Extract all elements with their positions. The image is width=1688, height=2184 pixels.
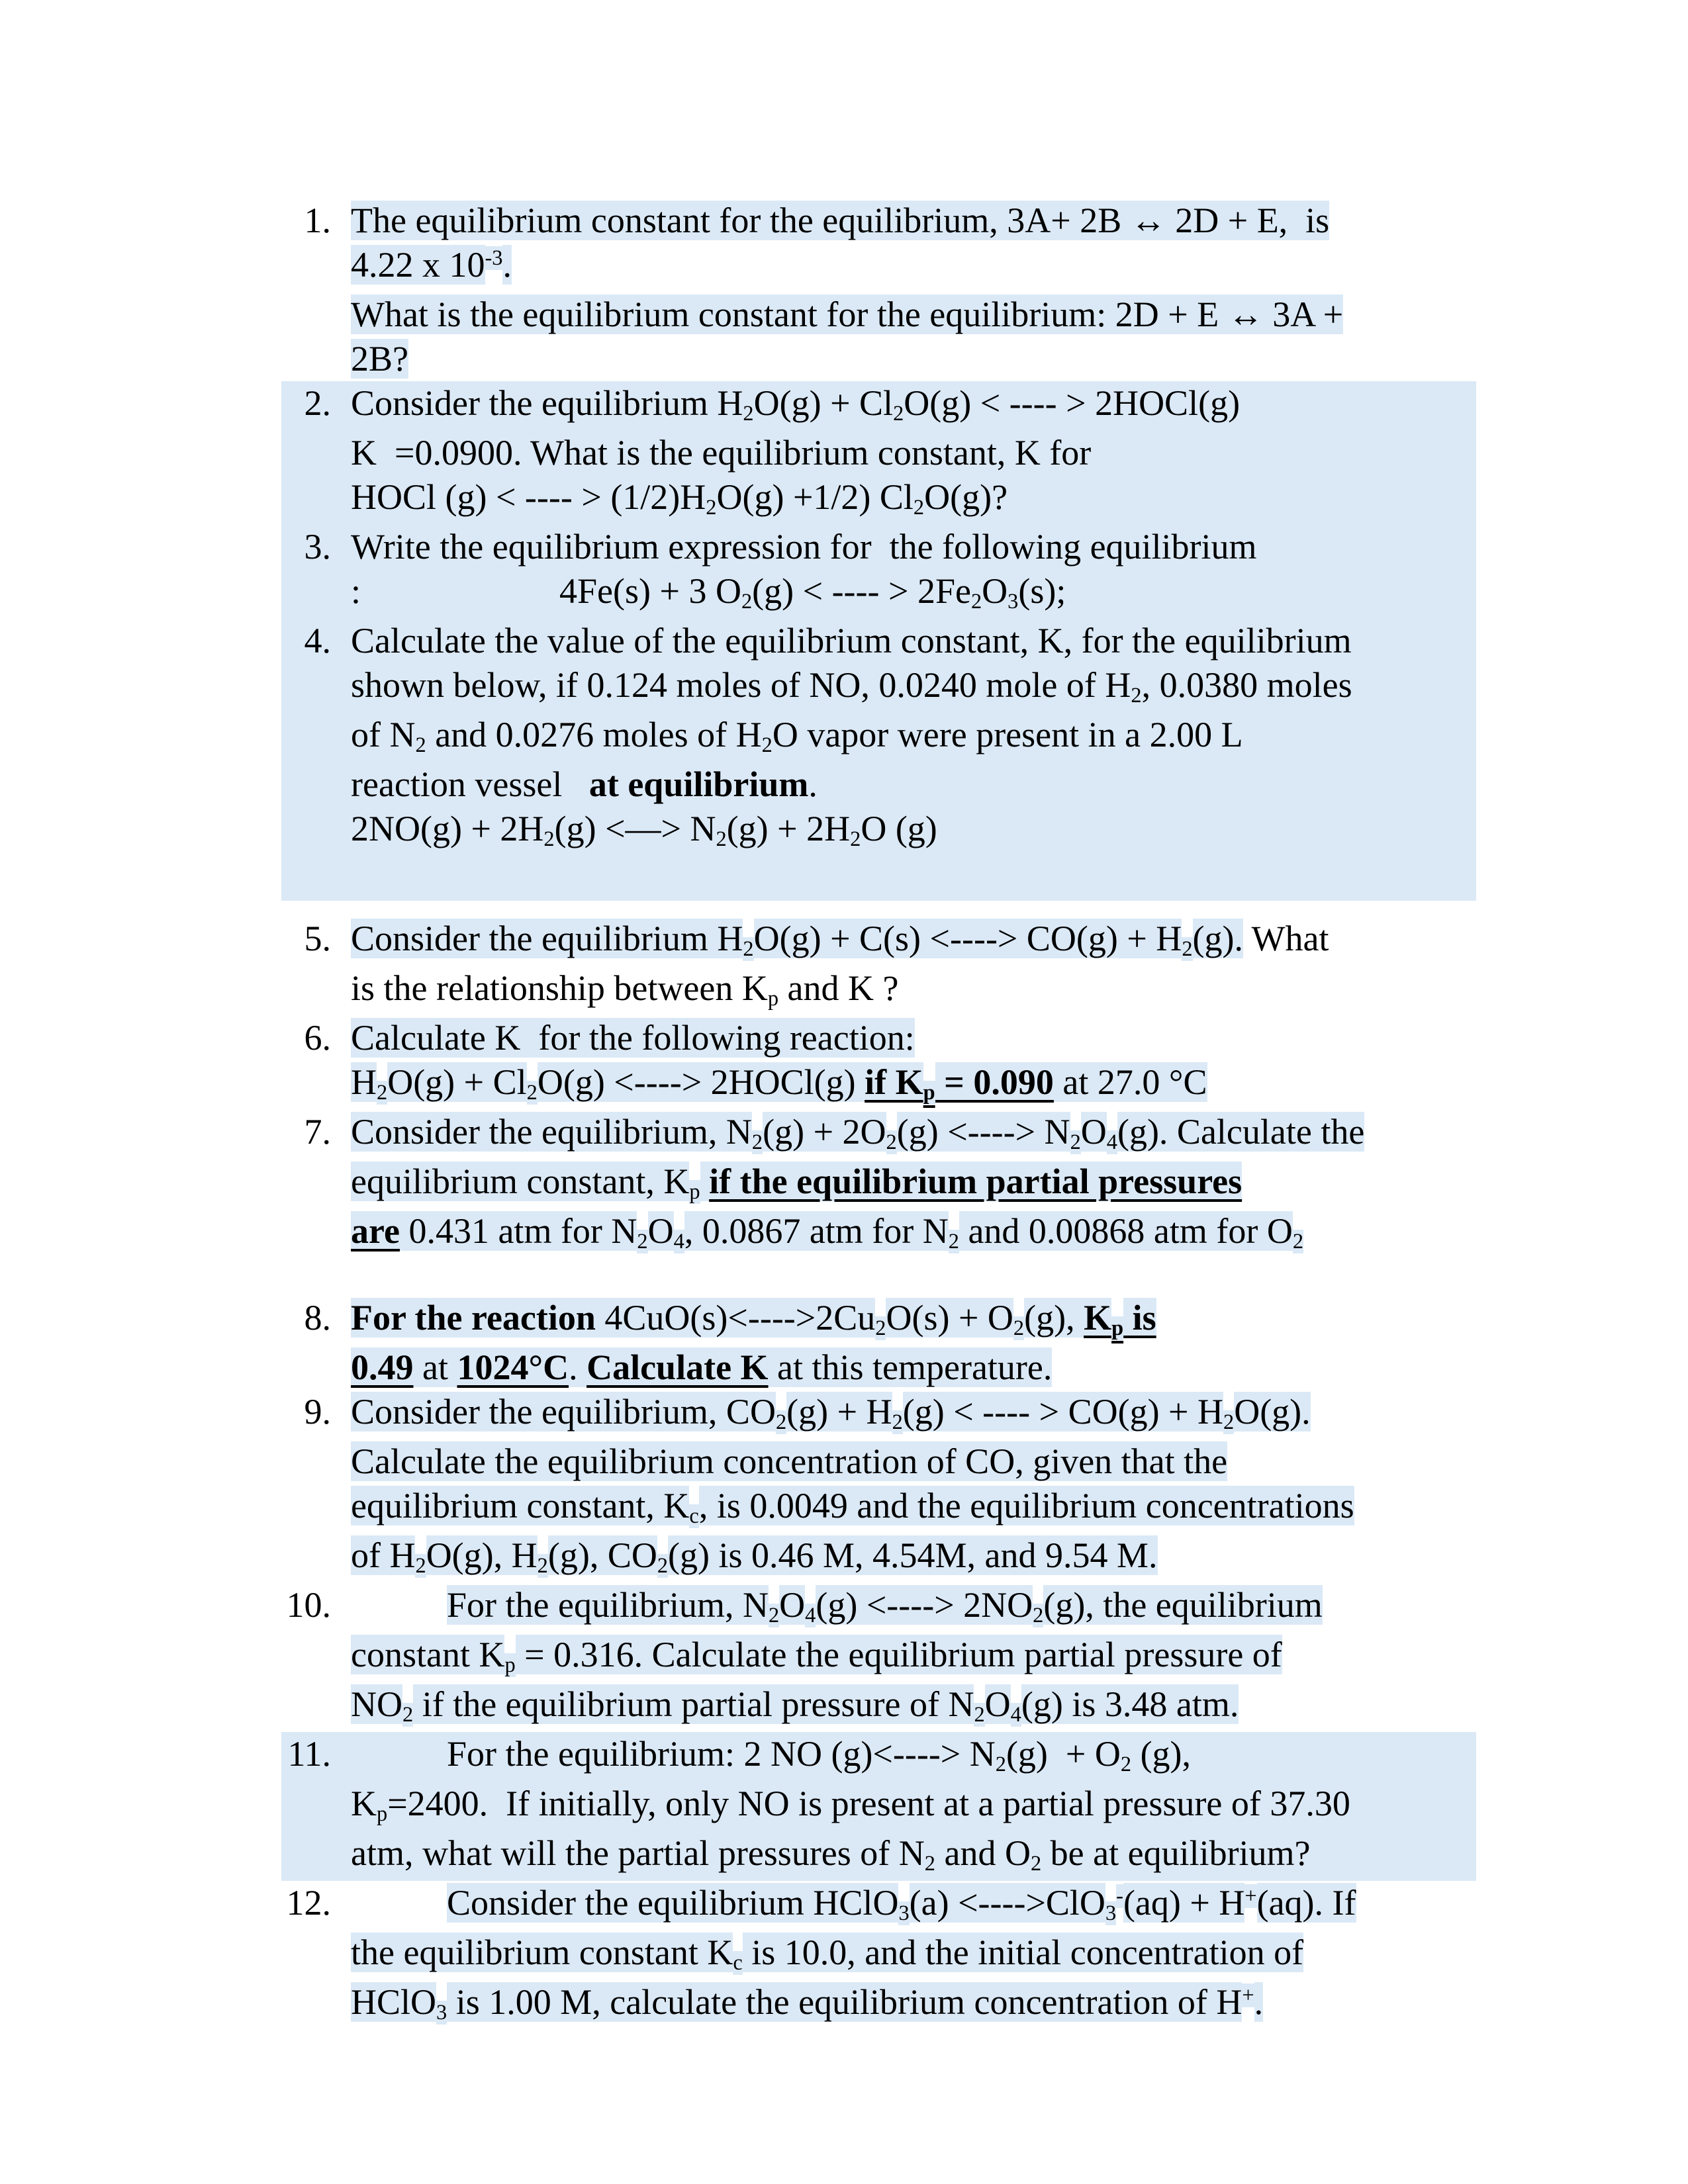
- problem-item-6: [281, 1016, 1476, 1110]
- text-run: What: [1243, 919, 1329, 958]
- text-run: (g).: [1192, 919, 1243, 958]
- text-run: (g),: [1131, 1734, 1192, 1774]
- text-run: (g) is 0.46 M, 4.54M, and 9.54 M.: [668, 1535, 1158, 1575]
- text-line: [351, 1881, 1476, 1931]
- item-number: 10.: [286, 1585, 331, 1625]
- text-run: if K: [865, 1062, 923, 1102]
- text-line: [351, 1209, 1476, 1259]
- text-run: (g), CO: [547, 1535, 657, 1575]
- text-run: Consider the equilibrium, CO: [351, 1392, 776, 1432]
- text-line: [351, 337, 1476, 381]
- text-run: is: [1123, 1298, 1156, 1338]
- text-line: [351, 1060, 1476, 1110]
- text-run: at equilibrium: [588, 764, 809, 804]
- text-line: [351, 966, 1476, 1016]
- text-run: 2: [1182, 937, 1193, 962]
- item-content: [351, 199, 1476, 381]
- item-content: [351, 1881, 1476, 2030]
- text-run: K: [1084, 1298, 1112, 1338]
- text-run: 2: [768, 1604, 780, 1628]
- text-run: The equilibrium constant for the equilibrium, 3A+ 2B ↔ 2D + E, is: [351, 201, 1330, 240]
- text-run: 2: [1030, 1852, 1042, 1876]
- text-run: (g). Calculate the: [1117, 1112, 1365, 1152]
- text-run: +: [1244, 1884, 1257, 1909]
- text-run: 2: [741, 590, 753, 614]
- text-run: HOCl (g) < ---- > (1/2)H: [351, 477, 706, 517]
- item-number: 6.: [304, 1018, 331, 1058]
- text-run: 2: [743, 402, 754, 426]
- text-line: [351, 807, 1476, 856]
- text-run: 2: [743, 937, 754, 962]
- text-run: 2: [974, 1703, 985, 1727]
- text-run: 2: [402, 1703, 414, 1727]
- text-run: p: [923, 1081, 935, 1105]
- item-content: [351, 1110, 1476, 1259]
- text-line: [351, 1016, 1476, 1060]
- text-run: (g) + O: [1006, 1734, 1121, 1774]
- item-content: [351, 1390, 1476, 1583]
- text-run: p: [689, 1180, 700, 1205]
- text-run: O: [982, 571, 1008, 611]
- text-run: equilibrium constant, K: [351, 1486, 690, 1525]
- text-run: .: [569, 1347, 587, 1387]
- text-line: [351, 856, 1476, 901]
- text-run: is 1.00 M, calculate the equilibrium concentration of H: [447, 1982, 1243, 2022]
- text-run: .: [1254, 1982, 1264, 2022]
- text-run: (g) + 2H: [726, 809, 851, 848]
- text-run: 4CuO(s)<---->2Cu: [595, 1298, 876, 1338]
- text-run: at: [413, 1347, 457, 1387]
- text-run: 4: [1010, 1703, 1021, 1727]
- text-run: p: [767, 987, 779, 1011]
- text-run: Write the equilibrium expression for the following equilibrium: [351, 527, 1257, 567]
- text-run: 2: [875, 1316, 886, 1341]
- text-run: Consider the equilibrium, N: [351, 1112, 752, 1152]
- text-run: O(g) + Cl: [753, 383, 894, 423]
- text-run: 2: [761, 733, 773, 758]
- text-run: = 0.090: [935, 1062, 1054, 1102]
- text-run: 2: [657, 1554, 669, 1578]
- text-run: 2: [893, 402, 904, 426]
- item-content: [351, 381, 1476, 525]
- text-run: p: [377, 1802, 388, 1827]
- text-run: (g),: [1024, 1298, 1084, 1338]
- text-run: = 0.316. Calculate the equilibrium partial pressure of: [515, 1635, 1282, 1674]
- text-line: [351, 619, 1476, 663]
- text-run: Calculate K for the following reaction:: [351, 1018, 915, 1058]
- text-line: [351, 1980, 1476, 2030]
- item-content: [351, 1296, 1476, 1390]
- item-content: [351, 1732, 1476, 1881]
- text-run: c: [689, 1504, 699, 1529]
- text-run: =2400. If initially, only NO is present at a partial pressure of 37.30: [387, 1784, 1350, 1823]
- text-run: O vapor were present in a 2.00 L: [772, 715, 1243, 754]
- text-run: 0.49: [351, 1347, 414, 1387]
- text-run: Consider the equilibrium HClO: [447, 1883, 899, 1923]
- text-run: constant K: [351, 1635, 505, 1674]
- tab-spacer: [351, 1765, 447, 1766]
- item-content: [351, 1016, 1476, 1110]
- text-run: O(g) < ---- > 2HOCl(g): [904, 383, 1241, 423]
- text-run: 3: [1008, 590, 1019, 614]
- text-run: of H: [351, 1535, 416, 1575]
- text-run: 4.22 x 10: [351, 245, 485, 285]
- text-run: For the equilibrium, N: [447, 1585, 769, 1625]
- text-line: [351, 1782, 1476, 1831]
- text-run: of N: [351, 715, 416, 754]
- tab-spacer: [351, 1914, 447, 1915]
- text-run: O: [647, 1211, 674, 1251]
- text-run: 1024°C: [457, 1347, 569, 1387]
- text-run: 2: [970, 590, 982, 614]
- text-run: 2: [1013, 1316, 1025, 1341]
- text-run: (g) < ---- > CO(g) + H: [902, 1392, 1223, 1432]
- text-run: O(g) +1/2) Cl: [716, 477, 914, 517]
- text-line: [351, 525, 1476, 569]
- text-run: (s);: [1018, 571, 1066, 611]
- text-run: 4: [805, 1604, 816, 1628]
- text-run: 2: [1223, 1410, 1235, 1435]
- spacer: [281, 901, 1476, 917]
- text-run: 2: [913, 496, 925, 520]
- text-run: 2: [948, 1230, 959, 1254]
- text-run: 4Fe(s) + 3 O: [559, 571, 741, 611]
- text-run: 4: [1106, 1130, 1117, 1155]
- text-run: NO: [351, 1684, 402, 1724]
- item-number: 7.: [304, 1112, 331, 1152]
- text-run: 2: [526, 1081, 538, 1105]
- text-run: 2: [751, 1130, 763, 1155]
- problem-item-3: [281, 525, 1476, 619]
- text-run: and K ?: [778, 968, 899, 1008]
- item-content: [351, 525, 1476, 619]
- text-run: 3: [898, 1901, 910, 1926]
- text-run: 2: [415, 1554, 426, 1578]
- text-run: 2: [637, 1230, 648, 1254]
- text-run: Calculate the value of the equilibrium constant, K, for the equilibrium: [351, 621, 1352, 660]
- text-line: [351, 199, 1476, 243]
- text-run: 2: [543, 827, 555, 852]
- text-line: [351, 381, 1476, 431]
- text-run: (g) < ---- > 2Fe: [752, 571, 971, 611]
- text-run: (g) <----> 2NO: [816, 1585, 1033, 1625]
- text-run: p: [1111, 1316, 1124, 1341]
- text-run: c: [733, 1951, 743, 1976]
- text-run: O(g), H: [426, 1535, 538, 1575]
- text-run: For the reaction: [351, 1298, 596, 1338]
- text-line: [351, 293, 1476, 337]
- text-run: , 0.0380 moles: [1141, 665, 1352, 705]
- text-run: Calculate K: [586, 1347, 769, 1387]
- text-line: [351, 713, 1476, 762]
- item-number: 5.: [304, 919, 331, 958]
- item-number: 3.: [304, 527, 331, 567]
- text-run: 4: [673, 1230, 684, 1254]
- text-run: 2: [716, 827, 727, 852]
- text-run: if the equilibrium partial pressures: [709, 1161, 1243, 1201]
- text-run: O(g) + C(s) <----> CO(g) + H: [753, 919, 1182, 958]
- text-run: .: [808, 764, 818, 804]
- text-run: (g) is 3.48 atm.: [1021, 1684, 1239, 1724]
- text-run: (g) + 2O: [763, 1112, 886, 1152]
- problem-item-9: [281, 1390, 1476, 1583]
- text-run: O: [984, 1684, 1011, 1724]
- text-run: K: [351, 1784, 377, 1823]
- text-run: O(g) <----> 2HOCl(g): [537, 1062, 865, 1102]
- text-line: [351, 1110, 1476, 1160]
- text-run: (g), the equilibrium: [1043, 1585, 1323, 1625]
- text-run: Calculate the equilibrium concentration of CO, given that the: [351, 1441, 1228, 1481]
- item-number: 9.: [304, 1392, 331, 1432]
- problem-item-12: [281, 1881, 1476, 2030]
- text-line: [351, 917, 1476, 966]
- text-line: [351, 569, 1476, 619]
- text-run: 2: [924, 1852, 935, 1876]
- text-run: For the equilibrium: 2 NO (g)<----> N: [447, 1734, 996, 1774]
- text-line: [351, 1439, 1476, 1484]
- text-run: and O: [935, 1833, 1031, 1873]
- problem-item-10: [281, 1583, 1476, 1732]
- tab-spacer: [361, 602, 559, 603]
- text-run: if the equilibrium partial pressure of N: [413, 1684, 974, 1724]
- text-run: (aq) + H: [1123, 1883, 1245, 1923]
- text-run: 2: [1070, 1130, 1081, 1155]
- text-run: O: [779, 1585, 806, 1625]
- text-run: reaction vessel: [351, 764, 589, 804]
- text-run: 2NO(g) + 2H: [351, 809, 544, 848]
- text-line: [351, 663, 1476, 713]
- text-run: 2: [537, 1554, 548, 1578]
- tab-spacer: [351, 1616, 447, 1617]
- text-run: be at equilibrium?: [1041, 1833, 1311, 1873]
- text-run: 3: [436, 2001, 447, 2025]
- problem-item-11: [281, 1732, 1476, 1881]
- problem-item-8: [281, 1296, 1476, 1390]
- text-run: O(g)?: [924, 477, 1008, 517]
- text-run: 3: [1105, 1901, 1117, 1926]
- text-run: Consider the equilibrium H: [351, 919, 743, 958]
- text-run: 2: [1131, 684, 1142, 708]
- text-run: equilibrium constant, K: [351, 1161, 690, 1201]
- text-run: 2: [775, 1410, 787, 1435]
- text-run: +: [1242, 1983, 1254, 2008]
- text-run: 2: [886, 1130, 897, 1155]
- text-line: [351, 1831, 1476, 1881]
- text-line: [351, 243, 1476, 293]
- text-run: H: [351, 1062, 377, 1102]
- text-run: -3: [485, 246, 503, 271]
- text-run: Consider the equilibrium H: [351, 383, 743, 423]
- text-run: O: [1080, 1112, 1107, 1152]
- text-run: O (g): [861, 809, 937, 848]
- text-run: 2: [1033, 1604, 1044, 1628]
- text-run: , 0.0867 atm for N: [684, 1211, 949, 1251]
- text-line: [351, 475, 1476, 525]
- text-run: (a) <---->ClO: [909, 1883, 1105, 1923]
- text-run: (g) + H: [786, 1392, 892, 1432]
- text-run: .: [502, 245, 512, 285]
- text-line: [351, 762, 1476, 807]
- text-line: [351, 1633, 1476, 1682]
- text-run: at 27.0 °C: [1053, 1062, 1207, 1102]
- item-number: 1.: [304, 201, 331, 240]
- text-run: 2: [1292, 1230, 1304, 1254]
- item-number: 8.: [304, 1298, 331, 1338]
- text-run: 2: [706, 496, 717, 520]
- text-run: and 0.00868 atm for O: [959, 1211, 1293, 1251]
- problem-item-2: [281, 381, 1476, 525]
- text-run: 0.431 atm for N: [399, 1211, 637, 1251]
- text-run: K =0.0900. What is the equilibrium constant, K for: [351, 433, 1092, 473]
- text-run: O(s) + O: [886, 1298, 1013, 1338]
- text-run: O(g).: [1234, 1392, 1311, 1432]
- text-run: 2: [892, 1410, 903, 1435]
- text-run: (g) <----> N: [896, 1112, 1070, 1152]
- problems-list: [281, 199, 1476, 2030]
- text-line: [351, 431, 1476, 475]
- text-line: [351, 1160, 1476, 1209]
- text-run: the equilibrium constant K: [351, 1933, 733, 1972]
- text-run: 2: [850, 827, 861, 852]
- text-run: are: [351, 1211, 400, 1251]
- item-number: 4.: [304, 621, 331, 660]
- text-line: [351, 1931, 1476, 1980]
- text-run: at this temperature.: [768, 1347, 1053, 1387]
- text-run: 2: [995, 1752, 1006, 1777]
- text-line: [351, 1345, 1476, 1390]
- text-run: and 0.0276 moles of H: [426, 715, 762, 754]
- text-line: [351, 1296, 1476, 1345]
- problem-item-1: [281, 199, 1476, 381]
- item-number: 11.: [287, 1734, 331, 1774]
- problem-item-7: [281, 1110, 1476, 1259]
- text-run: is 10.0, and the initial concentration of: [742, 1933, 1304, 1972]
- text-run: 2: [415, 733, 426, 758]
- text-run: atm, what will the partial pressures of N: [351, 1833, 925, 1873]
- problem-item-4: [281, 619, 1476, 901]
- item-content: [351, 619, 1476, 901]
- text-run: 2: [377, 1081, 388, 1105]
- text-run: p: [504, 1653, 516, 1678]
- text-line: [351, 1732, 1476, 1782]
- item-number: 12.: [286, 1883, 331, 1923]
- item-content: [351, 917, 1476, 1016]
- spacer: [281, 1259, 1476, 1296]
- text-run: 2B?: [351, 339, 408, 379]
- text-run: O(g) + Cl: [387, 1062, 527, 1102]
- problem-item-5: [281, 917, 1476, 1016]
- text-run: shown below, if 0.124 moles of NO, 0.0240 mole of H: [351, 665, 1131, 705]
- item-content: [351, 1583, 1476, 1732]
- text-line: [351, 1533, 1476, 1583]
- text-run: HClO: [351, 1982, 437, 2022]
- text-run: , is 0.0049 and the equilibrium concentrations: [698, 1486, 1354, 1525]
- text-run: :: [351, 571, 361, 611]
- text-run: (aq). If: [1256, 1883, 1356, 1923]
- item-number: 2.: [304, 383, 331, 423]
- text-run: [700, 1161, 710, 1201]
- text-run: What is the equilibrium constant for the equilibrium: 2D + E ↔ 3A +: [351, 295, 1344, 334]
- text-run: -: [1116, 1884, 1123, 1909]
- text-line: [351, 1484, 1476, 1533]
- text-run: is the relationship between K: [351, 968, 768, 1008]
- text-line: [351, 1390, 1476, 1439]
- text-run: (g) <—> N: [554, 809, 716, 848]
- text-line: [351, 1583, 1476, 1633]
- text-run: 2: [1120, 1752, 1132, 1777]
- text-line: [351, 1682, 1476, 1732]
